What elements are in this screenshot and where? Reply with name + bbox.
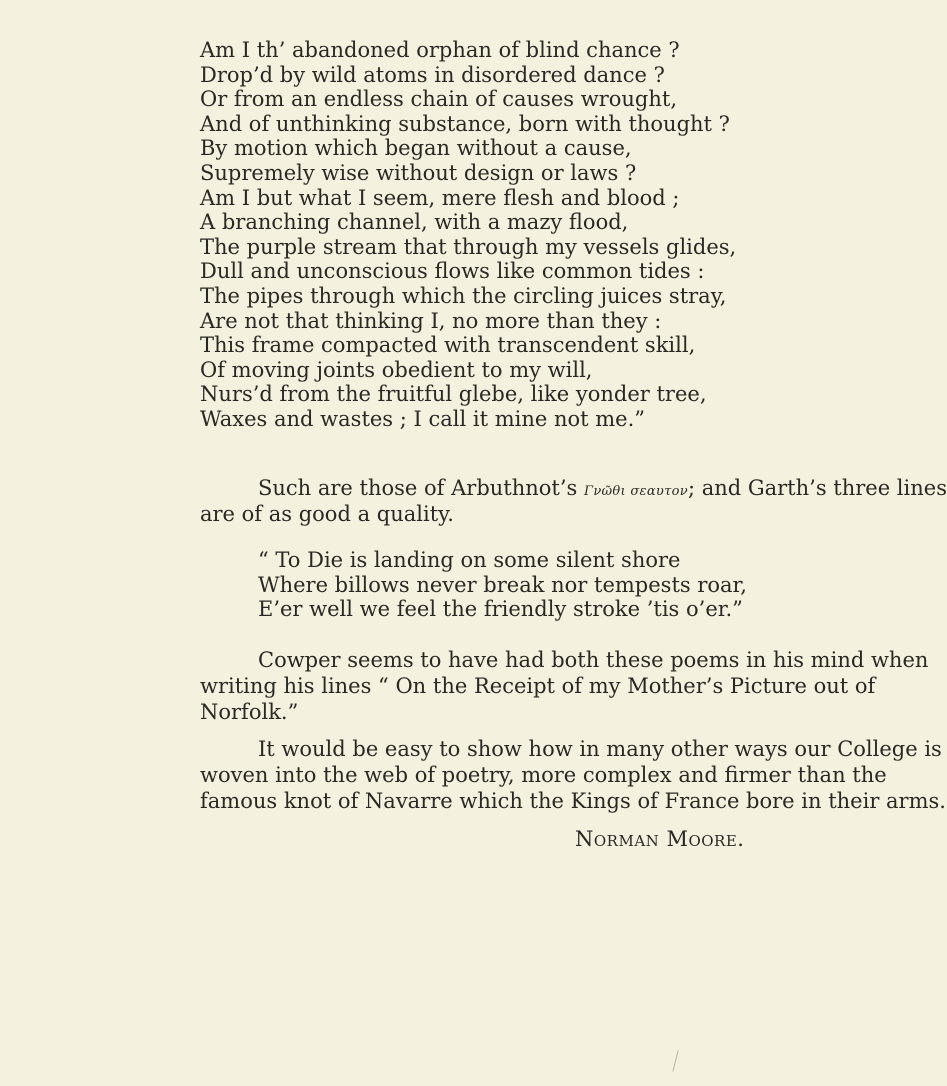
poem-line: And of unthinking substance, born with thought ? [200, 111, 730, 136]
para1-text-end: ; and Garth’s three lines [687, 476, 947, 500]
poem-line: The pipes through which the circling juices stray, [200, 283, 727, 308]
poem-line: Drop’d by wild atoms in disordered dance ? [200, 62, 665, 87]
poem-line: By motion which began without a cause, [200, 136, 632, 161]
poem-line: Of moving joints obedient to my will, [200, 357, 593, 382]
quote-line: Where billows never break nor tempests roar, [258, 572, 747, 597]
quote-block [258, 548, 747, 622]
page-mark [672, 1050, 678, 1072]
poem-line: Supremely wise without design or laws ? [200, 160, 637, 185]
poem-line: This frame compacted with transcendent skill, [200, 333, 696, 358]
para1-text-start: Such are those of Arbuthnot’s [258, 476, 578, 500]
poem-line: A branching channel, with a mazy flood, [200, 210, 629, 235]
quote-line: E’er well we feel the friendly stroke ’tis o’er.” [258, 597, 743, 622]
poem-line: Or from an endless chain of causes wrought, [200, 87, 678, 112]
greek-title: Γνῶθι σεαυτον [584, 484, 688, 499]
poem-line: Am I but what I seem, mere flesh and blood ; [200, 185, 680, 210]
para3-line3: famous knot of Navarre which the Kings of France bore in their arms. [200, 789, 946, 813]
para2-line3: Norfolk.” [200, 700, 299, 724]
poem-block [200, 38, 760, 432]
poem-line: Dull and unconscious flows like common tides : [200, 259, 705, 284]
para2-line1: Cowper seems to have had both these poems in his mind when [258, 648, 929, 672]
para1-line2: are of as good a quality. [200, 502, 454, 526]
poem-line: Are not that thinking I, no more than they : [200, 308, 662, 333]
poem-line: Am I th’ abandoned orphan of blind chance ? [200, 38, 680, 62]
author-signature: Norman Moore. [575, 827, 745, 851]
para2-line2: writing his lines “ On the Receipt of my Mother’s Picture out of [200, 674, 876, 698]
para3-line2: woven into the web of poetry, more complex and firmer than the [200, 763, 887, 787]
poem-line: Nurs’d from the fruitful glebe, like yonder tree, [200, 382, 707, 407]
para1-line1 [258, 476, 947, 504]
poem-line: Waxes and wastes ; I call it mine not me.” [200, 406, 645, 431]
para3-line1: It would be easy to show how in many other ways our College is [258, 737, 942, 761]
quote-line: “ To Die is landing on some silent shore [258, 548, 681, 572]
poem-line: The purple stream that through my vessels glides, [200, 234, 737, 259]
